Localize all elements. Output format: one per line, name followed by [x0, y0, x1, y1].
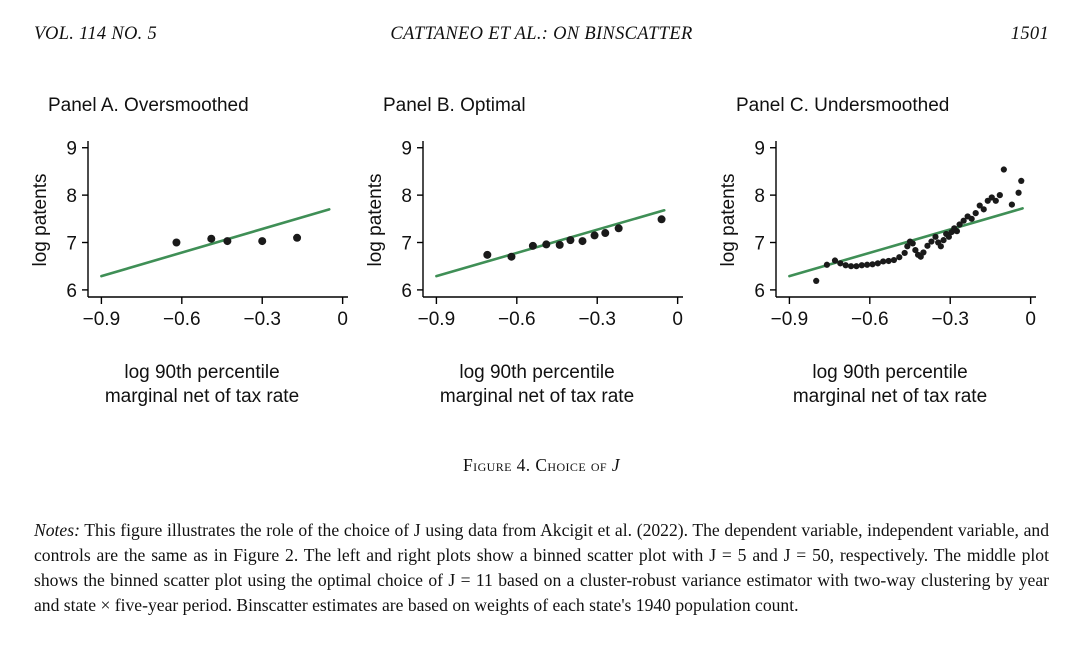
panel-a-xlabel-line2: marginal net of tax rate: [104, 386, 300, 408]
svg-text:7: 7: [754, 233, 765, 255]
svg-text:7: 7: [66, 233, 77, 255]
panel-a-title: Panel A. Oversmoothed: [48, 95, 249, 116]
panel-c-title: Panel C. Undersmoothed: [736, 95, 950, 116]
notes-text: This figure illustrates the role of the choice of J using data from Akcigit et al. (2022). The dependent variable, independent variable, and controls are the same as in Figure 2. The left and right plots show a binned scatter plot with J = 5 and J = 50, respectively. The middle plot shows the binned scatter plot using the optimal choice of J = 11 based on a cluster-robust variance estimator with two-way clustering by year and state × five-year period. Binscatter estimates are based on weights of each state's 1940 population count.: [34, 520, 1049, 615]
notes-label: Notes:: [34, 520, 80, 540]
svg-text:log patents: log patents: [365, 173, 386, 267]
svg-text:−0.9: −0.9: [82, 309, 121, 330]
svg-text:6: 6: [401, 280, 412, 302]
panel-c-xlabel-line2: marginal net of tax rate: [792, 386, 988, 408]
running-head-left: VOL. 114 NO. 5: [34, 24, 158, 44]
svg-text:−0.3: −0.3: [243, 309, 281, 330]
svg-text:9: 9: [401, 138, 412, 160]
svg-text:log patents: log patents: [718, 173, 739, 267]
panel-c-plot: [718, 125, 1048, 355]
svg-text:8: 8: [66, 186, 77, 208]
svg-text:0: 0: [672, 309, 683, 330]
svg-text:log patents: log patents: [30, 173, 51, 267]
panel-c: [718, 95, 1048, 425]
panel-a-scatter-svg: [30, 125, 360, 355]
svg-text:−0.9: −0.9: [417, 309, 456, 330]
svg-text:8: 8: [401, 186, 412, 208]
figure-caption-symbol: J: [611, 455, 620, 475]
svg-text:9: 9: [754, 138, 765, 160]
panel-b-xlabel-line1: log 90th percentile: [459, 362, 615, 383]
figure-4: [0, 95, 1083, 425]
svg-text:−0.9: −0.9: [770, 309, 809, 330]
panel-b-scatter-svg: [365, 125, 695, 355]
svg-text:7: 7: [401, 233, 412, 255]
svg-text:9: 9: [66, 138, 77, 160]
panel-a-xlabel-line1: log 90th percentile: [124, 362, 280, 383]
svg-text:0: 0: [1025, 309, 1036, 330]
panel-c-xlabel: [740, 361, 1040, 410]
panel-a-plot: [30, 125, 360, 355]
svg-text:0: 0: [337, 309, 348, 330]
svg-text:6: 6: [66, 280, 77, 302]
running-head-center: CATTANEO ET AL.: ON BINSCATTER: [390, 24, 693, 44]
panel-a: [30, 95, 360, 425]
svg-text:−0.3: −0.3: [931, 309, 969, 330]
svg-text:−0.6: −0.6: [163, 309, 201, 330]
panel-a-xlabel: [52, 361, 352, 410]
panel-b-xlabel-line2: marginal net of tax rate: [439, 386, 635, 408]
figure-caption-text: Choice of: [535, 455, 607, 475]
figure-notes: [34, 518, 1049, 618]
svg-text:−0.6: −0.6: [851, 309, 889, 330]
panel-c-xlabel-line1: log 90th percentile: [812, 362, 968, 383]
svg-text:−0.3: −0.3: [578, 309, 616, 330]
svg-text:−0.6: −0.6: [498, 309, 536, 330]
panel-b-xlabel: [387, 361, 687, 410]
page-number: 1501: [1010, 24, 1049, 44]
panel-b-title: Panel B. Optimal: [383, 95, 526, 116]
running-head: [34, 24, 1049, 50]
panel-c-scatter-svg: [718, 125, 1048, 355]
panel-b: [365, 95, 695, 425]
figure-caption: [0, 455, 1083, 476]
figure-caption-prefix: Figure 4.: [463, 455, 531, 475]
svg-text:8: 8: [754, 186, 765, 208]
svg-text:6: 6: [754, 280, 765, 302]
panel-b-plot: [365, 125, 695, 355]
